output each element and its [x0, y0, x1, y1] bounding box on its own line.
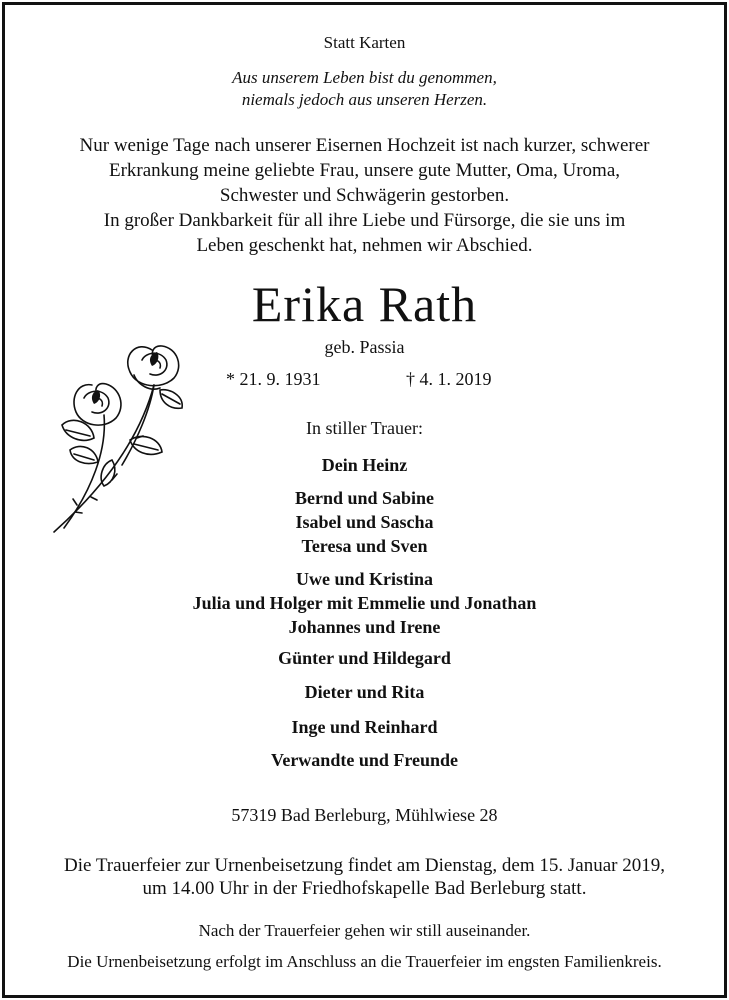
mourner-group-4: Günter und Hildegard — [278, 648, 451, 668]
mourner-group-3a: Uwe und Kristina — [295, 569, 434, 589]
mourner-group-3c: Johannes und Irene — [288, 617, 441, 637]
mourner-group-1: Dein Heinz — [321, 455, 408, 475]
ceremony-line-1: Die Trauerfeier zur Urnenbeisetzung findet am Dienstag, dem 15. Januar 2019, — [64, 855, 665, 876]
quote-line-2: niemals jedoch aus unseren Herzen. — [241, 90, 488, 109]
intro-line-2: Erkrankung meine geliebte Frau, unsere gute Mutter, Oma, Uroma, — [108, 160, 621, 181]
mourner-group-6: Inge und Reinhard — [291, 717, 438, 737]
mourners-heading: In stiller Trauer: — [306, 418, 423, 438]
mourner-group-2b: Isabel und Sascha — [295, 512, 434, 532]
mourner-group-3b: Julia und Holger mit Emmelie und Jonathan — [192, 593, 537, 613]
header-statt-karten: Statt Karten — [323, 33, 406, 52]
address: 57319 Bad Berleburg, Mühlwiese 28 — [231, 805, 498, 825]
intro-line-4: In großer Dankbarkeit für all ihre Liebe und Fürsorge, die sie uns im — [103, 210, 626, 231]
mourner-group-2c: Teresa und Sven — [301, 536, 428, 556]
maiden-name: geb. Passia — [324, 337, 405, 357]
closing-note-2: Die Urnenbeisetzung erfolgt im Anschluss an die Trauerfeier im engsten Familienkreis. — [67, 952, 662, 971]
intro-line-1: Nur wenige Tage nach unserer Eisernen Hochzeit ist nach kurzer, schwerer — [79, 135, 650, 156]
mourner-group-7: Verwandte und Freunde — [270, 750, 459, 770]
closing-note-1: Nach der Trauerfeier gehen wir still auseinander. — [198, 921, 531, 940]
death-date: † 4. 1. 2019 — [406, 369, 492, 389]
ceremony-line-2: um 14.00 Uhr in der Friedhofskapelle Bad Berleburg statt. — [142, 878, 587, 899]
mourner-group-5: Dieter und Rita — [304, 682, 425, 702]
deceased-name: Erika Rath — [251, 276, 478, 332]
quote-line-1: Aus unserem Leben bist du genommen, — [232, 68, 497, 87]
intro-line-3: Schwester und Schwägerin gestorben. — [219, 185, 510, 206]
mourner-group-2a: Bernd und Sabine — [294, 488, 435, 508]
birth-date: * 21. 9. 1931 — [226, 369, 321, 389]
intro-line-5: Leben geschenkt hat, nehmen wir Abschied. — [196, 235, 533, 256]
